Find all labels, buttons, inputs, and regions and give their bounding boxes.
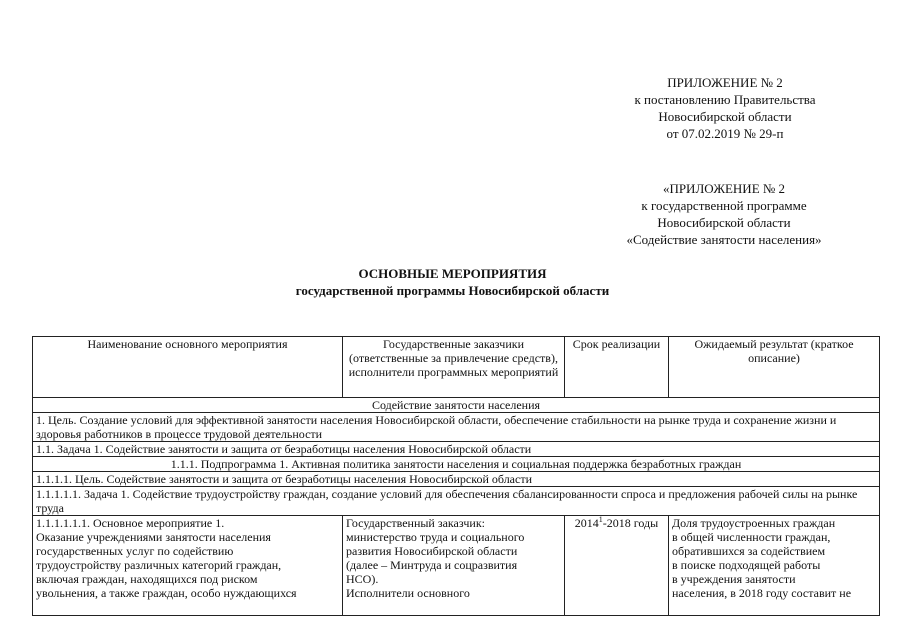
subprogram-1-1-1: 1.1.1. Подпрограмма 1. Активная политика занятости населения и социальная поддержка безработных граждан (33, 457, 880, 472)
appendix-program-line: «ПРИЛОЖЕНИЕ № 2 (662, 181, 786, 196)
header-result: Ожидаемый результат (краткое описание) (669, 337, 880, 398)
section-title: Содействие занятости населения (33, 398, 880, 413)
measure-customer-line: Государственный заказчик: (346, 516, 486, 530)
measure-result-line: обратившихся за содействием (672, 544, 826, 558)
measure-period-cell (565, 516, 669, 616)
measure-result-line: в общей численности граждан, (672, 530, 831, 544)
appendix-program-line: к государственной программе (641, 198, 807, 213)
measure-name-line: трудоустройству различных категорий граждан, (36, 558, 282, 572)
appendix-resolution-line: к постановлению Правительства (634, 92, 816, 107)
header-period: Срок реализации (565, 337, 669, 398)
table-header-row (33, 337, 880, 398)
measure-name-line: увольнения, а также граждан, особо нуждающихся (36, 586, 297, 600)
header-customers: Государственные заказчики (ответственные за привлечение средств), исполнители программных мероприятий (343, 337, 565, 398)
measure-customer-line: развития Новосибирской области (346, 544, 518, 558)
document-heading (200, 265, 705, 299)
measure-result-line: населения, в 2018 году составит не (672, 586, 852, 600)
measure-customer-line: министерство труда и социального (346, 530, 525, 544)
appendix-program-block (590, 180, 858, 248)
measure-name-line: государственных услуг по содействию (36, 544, 234, 558)
measure-result-line: в учреждения занятости (672, 572, 796, 586)
period-end: -2018 годы (602, 516, 659, 530)
table-row (33, 457, 880, 472)
measure-name-line: 1.1.1.1.1.1. Основное мероприятие 1. (36, 516, 225, 530)
measure-name-line: Оказание учреждениями занятости населения (36, 530, 271, 544)
appendix-resolution-line: Новосибирской области (658, 109, 792, 124)
measure-name-cell (33, 516, 343, 616)
appendix-program-line: «Содействие занятости населения» (626, 232, 822, 247)
table-row (33, 487, 880, 516)
measure-result-line: в поиске подходящей работы (672, 558, 821, 572)
measure-name-line: включая граждан, находящихся под риском (36, 572, 258, 586)
appendix-resolution-line: ПРИЛОЖЕНИЕ № 2 (667, 75, 783, 90)
table-row (33, 472, 880, 487)
appendix-resolution-line: от 07.02.2019 № 29-п (666, 126, 784, 141)
task-1-1-1-1-1: 1.1.1.1.1. Задача 1. Содействие трудоустройству граждан, создание условий для обеспечения сбалансированности спроса и предложения рабочей силы на рынке труда (33, 487, 880, 516)
task-1-1: 1.1. Задача 1. Содействие занятости и защита от безработицы населения Новосибирской области (33, 442, 880, 457)
measure-result-line: Доля трудоустроенных граждан (672, 516, 836, 530)
measure-customer-cell (343, 516, 565, 616)
goal-1: 1. Цель. Создание условий для эффективной занятости населения Новосибирской области, обеспечение стабильности на рынке труда и сохранение жизни и здоровья работников в процессе трудовой деятельности (33, 413, 880, 442)
measures-table (32, 336, 880, 616)
document-subtitle: государственной программы Новосибирской области (295, 283, 610, 298)
table-row (33, 442, 880, 457)
table-row (33, 398, 880, 413)
period-footnote: 1 (598, 515, 603, 524)
document-title: ОСНОВНЫЕ МЕРОПРИЯТИЯ (358, 266, 547, 281)
table-row (33, 516, 880, 616)
measure-customer-line: НСО). (346, 572, 379, 586)
appendix-resolution-block (600, 74, 850, 142)
measure-customer-line: Исполнители основного (346, 586, 470, 600)
period-start: 2014 (574, 516, 599, 530)
header-name: Наименование основного мероприятия (33, 337, 343, 398)
measure-customer-line: (далее – Минтруда и соцразвития (346, 558, 518, 572)
appendix-program-line: Новосибирской области (657, 215, 791, 230)
measure-result-cell (669, 516, 880, 616)
table-row (33, 413, 880, 442)
goal-1-1-1-1: 1.1.1.1. Цель. Содействие занятости и защита от безработицы населения Новосибирской области (33, 472, 880, 487)
